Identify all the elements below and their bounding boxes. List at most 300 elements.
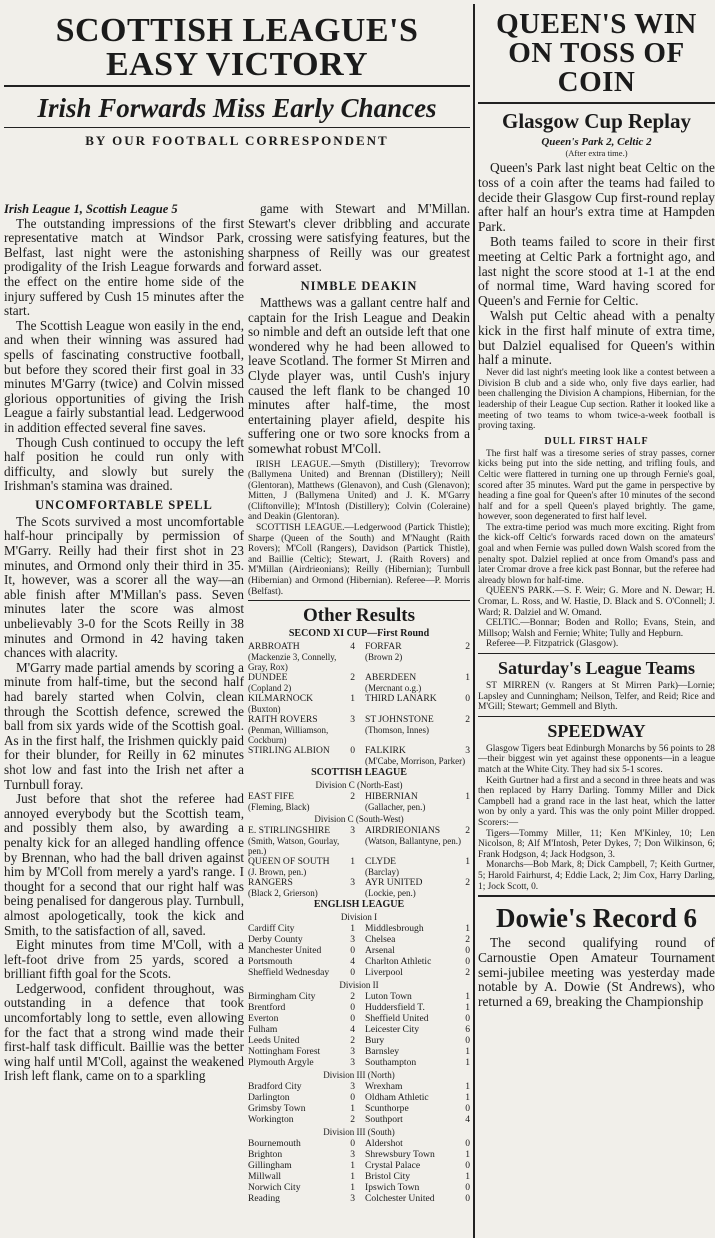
paragraph: Matthews was a gallant centre half and captain for the Irish League and Deakin so nimble and deft an outside left that one wondered why he had been allowed to leave Scotland. The former St Mirren and Clyde player was, until Cush's injury caused the left flank to be changed 10 minutes after half-time, the most entertaining player afield, despite his suffering one or two sore knocks from a somewhat robust M'Coll. — [248, 294, 470, 456]
score: 3 — [350, 934, 355, 946]
results-division-c-ne — [248, 791, 470, 812]
away-team — [359, 934, 470, 945]
away-team — [359, 945, 470, 956]
result-row — [248, 641, 470, 652]
result-row — [248, 672, 470, 683]
score: 1 — [465, 1092, 470, 1104]
speedway-heading: SPEEDWAY — [547, 720, 646, 741]
score: 1 — [350, 1171, 355, 1183]
team-name: Darlington — [248, 1092, 290, 1104]
score: 3 — [350, 877, 355, 889]
result-row — [248, 1081, 470, 1092]
score: 1 — [350, 1103, 355, 1115]
team-name: Charlton Athletic — [365, 956, 432, 968]
home-team — [248, 1138, 359, 1149]
paragraph: Walsh put Celtic ahead with a penalty kick in the first half minute of extra time, but Dalziel equalised for Queen's within half a minute. — [478, 307, 715, 368]
team-name: Manchester United — [248, 945, 322, 957]
away-team — [359, 1160, 470, 1171]
score: 6 — [465, 1024, 470, 1036]
home-team — [248, 856, 359, 867]
paragraph: Both teams failed to score in their first meeting at Celtic Park a fortnight ago, and last night the score stood at 1-1 at the end of normal time, Ward having scored for Queen's and Fernie for Celtic. — [478, 233, 715, 309]
home-team — [248, 1160, 359, 1171]
result-row — [248, 877, 470, 888]
home-team — [248, 714, 359, 725]
team-name: KILMARNOCK — [248, 693, 314, 705]
paragraph: The second qualifying round of Carnoustie Open Amateur Tournament semi-jubilee meeting was yesterday made notable by A. Dowie (St Andrews), who returned a 69, breaking the Championship — [478, 935, 715, 1010]
team-name: (Lockie, pen.) — [365, 888, 416, 899]
team-name: ABERDEEN — [365, 672, 417, 684]
scorers-row — [248, 756, 470, 766]
home-team — [248, 704, 359, 714]
score: 4 — [350, 1024, 355, 1036]
away-team — [359, 956, 470, 967]
result-row — [248, 1103, 470, 1114]
team-list: QUEEN'S PARK.—S. F. Weir; G. More and N. Dewar; H. Cromar, L. Ross, and W. Hastie, D. Black and S. O'Connell; J. Ward; R. Dalziel and W. Omand. — [478, 586, 715, 618]
paragraph: Tigers—Tommy Miller, 11; Ken M'Kinley, 10; Len Nicolson, 8; Alf M'Intosh, Peter Dykes, 7; Don Wilkinson, 6; Frank Hodgson, 4; Jack Hodgson, 3. — [478, 828, 715, 860]
other-results-heading: Other Results — [302, 605, 416, 627]
score: 0 — [350, 1013, 355, 1025]
paragraph: ST MIRREN (v. Rangers at St Mirren Park)—Lornie; Lapsley and Cunningham; Neilson, Telfer, and Reid; Rice and M'Gill; Stewart; Gemmell and Blyth. — [478, 681, 715, 713]
team-name: Cardiff City — [248, 923, 295, 935]
article-column-2 — [248, 202, 470, 1238]
result-row — [248, 945, 470, 956]
team-name: Middlesbrough — [365, 923, 424, 935]
result-row — [248, 1002, 470, 1013]
scorers-row — [248, 725, 470, 745]
score: 0 — [465, 693, 470, 705]
home-team — [248, 756, 359, 766]
result-row — [248, 693, 470, 704]
result-row — [248, 1114, 470, 1125]
division-heading: Division II — [339, 980, 379, 991]
rule — [478, 653, 715, 654]
paragraph: Just before that shot the referee had annoyed everybody but the Scottish team, and possibly them also, by awarding a penalty kick for an alleged handling offence by Brennan, who had the ball driven against him by M'Coll from merely a yard's range. I thought for a second that our right half was being penalised for dangerous play. Turnbull, almost apologetically, took the kick and Smith, to the satisfaction of all, saved. — [4, 791, 244, 938]
score: 1 — [465, 1081, 470, 1093]
team-name: Crystal Palace — [365, 1160, 421, 1172]
result-row — [248, 1149, 470, 1160]
team-name: Scunthorpe — [365, 1103, 409, 1115]
rule — [4, 127, 470, 128]
score: 0 — [350, 945, 355, 957]
team-name: (Thomson, Innes) — [365, 725, 429, 736]
team-name: (Fleming, Black) — [248, 802, 310, 813]
match-score: Irish League 1, Scottish League 5 — [4, 202, 178, 216]
competition-heading: ENGLISH LEAGUE — [313, 899, 405, 911]
team-name: (Barclay) — [365, 867, 399, 878]
division-heading: Division I — [340, 912, 378, 923]
home-team — [248, 1149, 359, 1160]
score: 3 — [465, 745, 470, 757]
score: 3 — [350, 1081, 355, 1093]
away-team — [359, 1046, 470, 1057]
score: 4 — [350, 641, 355, 653]
home-team — [248, 745, 359, 756]
team-name: Bradford City — [248, 1081, 302, 1093]
referee: Referee—P. Fitzpatrick (Glasgow). — [486, 639, 619, 650]
team-name: STIRLING ALBION — [248, 745, 330, 757]
team-name: CLYDE — [365, 856, 397, 868]
score: 2 — [465, 641, 470, 653]
team-name: (Mercnant o.g.) — [365, 683, 422, 694]
home-team — [248, 967, 359, 978]
team-name: HIBERNIAN — [365, 791, 418, 803]
competition-heading: SECOND XI CUP—First Round — [288, 628, 430, 640]
score: 2 — [465, 825, 470, 837]
team-name: Leicester City — [365, 1024, 420, 1036]
home-team — [248, 1103, 359, 1114]
division-heading: Division III (South) — [323, 1127, 395, 1138]
away-team — [359, 991, 470, 1002]
score: 1 — [465, 1057, 470, 1069]
home-team — [248, 693, 359, 704]
team-name: (Mackenzie 3, Connelly, Gray, Rox) — [248, 652, 337, 673]
paragraph: The extra-time period was much more exciting. Right from the kick-off Celtic's forwards raced down on the amateurs' goal and when Fernie was pulled down Walsh scored from the penalty spot. Dalziel replied at once from Omand's pass and later Cromar drove a free kick past Bonnar, but the referee had already blown for half-time. — [478, 522, 715, 586]
team-name: Aldershot — [365, 1138, 403, 1150]
away-team — [359, 1024, 470, 1035]
away-team — [359, 791, 470, 802]
paragraph: Glasgow Tigers beat Edinburgh Monarchs by 56 points to 28—their biggest win yet against these opponents—in a league match at the White City. They had six 5-1 scores. — [478, 743, 715, 775]
saturday-teams-heading: Saturday's League Teams — [497, 658, 696, 678]
right-subheadline: Glasgow Cup Replay — [501, 109, 692, 133]
team-name: ARBROATH — [248, 641, 300, 653]
home-team — [248, 923, 359, 934]
team-name: Plymouth Argyle — [248, 1057, 314, 1069]
team-name: (Black 2, Grierson) — [248, 888, 318, 899]
away-team — [359, 825, 470, 836]
home-team — [248, 1013, 359, 1024]
team-name: THIRD LANARK — [365, 693, 437, 705]
away-team — [359, 683, 470, 693]
away-team — [359, 1081, 470, 1092]
home-team — [248, 791, 359, 802]
score: 1 — [465, 1002, 470, 1014]
home-team — [248, 934, 359, 945]
team-list-irish: IRISH LEAGUE.—Smyth (Distillery); Trevorrow (Ballymena United) and Brennan (Distillery); Neill (Glentoran), Matthews (Glenavon), and Cush (Glenavon); Mitten, J (Ballymena United) and J. K. M'Garry (Cliftonville); M'Intosh (Distillery); Colvin (Coleraine) and Deakin (Glentoran). — [248, 459, 470, 523]
paragraph: The outstanding impressions of the first representative match at Windsor Park, Belfast, last night were the astonishing prodigality of the Irish League forwards and the effect on the entire home side of the injury suffered by Cush 15 minutes after the start. — [4, 215, 244, 319]
score: 0 — [465, 956, 470, 968]
result-row — [248, 1193, 470, 1204]
home-team — [248, 672, 359, 683]
team-name: Everton — [248, 1013, 279, 1025]
team-name: Sheffield United — [365, 1013, 429, 1025]
team-name: Bury — [365, 1035, 385, 1047]
results-cup — [248, 641, 470, 766]
team-name: Chelsea — [365, 934, 396, 946]
team-name: Workington — [248, 1114, 294, 1126]
score: 0 — [465, 945, 470, 957]
dowie-heading: Dowie's Record 6 — [496, 903, 697, 934]
section-heading: DULL FIRST HALF — [544, 435, 649, 447]
result-row — [248, 1182, 470, 1193]
score: 4 — [350, 956, 355, 968]
away-team — [359, 1114, 470, 1125]
result-row — [248, 825, 470, 836]
results-division-3-south — [248, 1138, 470, 1204]
away-team — [359, 714, 470, 725]
team-name: EAST FIFE — [248, 791, 294, 803]
team-name: Bournemouth — [248, 1138, 301, 1150]
home-team — [248, 725, 359, 745]
column-rule — [473, 4, 475, 1238]
score: 2 — [350, 791, 355, 803]
team-name: ST JOHNSTONE — [365, 714, 434, 726]
team-name: Reading — [248, 1193, 280, 1205]
away-team — [359, 923, 470, 934]
result-row — [248, 1024, 470, 1035]
score: 0 — [465, 1035, 470, 1047]
score: 0 — [465, 1138, 470, 1150]
team-name: Ipswich Town — [365, 1182, 420, 1194]
scorers-row — [248, 836, 470, 856]
paragraph: M'Garry made partial amends by scoring a minute from half-time, but the second half had barely started when Colvin, clean through the Scottish defence, screwed the ball from six yards wide of the Scottish goal. As in the first half, the Irishmen quickly paid for their blunder, for Reilly in 62 minutes shot low and fast into the Irish net after a Turnbull foray. — [4, 659, 244, 792]
result-row — [248, 714, 470, 725]
away-team — [359, 756, 470, 766]
home-team — [248, 641, 359, 652]
result-row — [248, 991, 470, 1002]
score: 3 — [350, 1193, 355, 1205]
scorers-row — [248, 867, 470, 877]
away-team — [359, 836, 470, 856]
team-name: (M'Cabe, Morrison, Parker) — [365, 756, 466, 767]
paragraph: Queen's Park last night beat Celtic on the toss of a coin after the teams had failed to decide their Glasgow Cup first-round replay after half an hour's extra time at Hampden Park. — [478, 160, 715, 235]
away-team — [359, 704, 470, 714]
away-team — [359, 725, 470, 745]
away-team — [359, 1171, 470, 1182]
team-name: Nottingham Forest — [248, 1046, 321, 1058]
home-team — [248, 683, 359, 693]
score: 2 — [465, 877, 470, 889]
score: 1 — [465, 923, 470, 935]
away-team — [359, 1057, 470, 1068]
away-team — [359, 867, 470, 877]
result-row — [248, 1013, 470, 1024]
score: 0 — [350, 1002, 355, 1014]
score: 3 — [350, 1149, 355, 1161]
home-team — [248, 1182, 359, 1193]
away-team — [359, 652, 470, 672]
score: 3 — [350, 1057, 355, 1069]
result-row — [248, 1171, 470, 1182]
team-name: Birmingham City — [248, 991, 316, 1003]
home-team — [248, 1046, 359, 1057]
team-name: Wrexham — [365, 1081, 403, 1093]
results-division-3-north — [248, 1081, 470, 1125]
division-heading: Division C (North-East) — [315, 780, 403, 791]
home-team — [248, 1171, 359, 1182]
rule — [478, 102, 715, 104]
results-division-2 — [248, 991, 470, 1068]
home-team — [248, 1035, 359, 1046]
home-team — [248, 836, 359, 856]
away-team — [359, 641, 470, 652]
home-team — [248, 1114, 359, 1125]
score: 3 — [350, 1046, 355, 1058]
result-row — [248, 1138, 470, 1149]
scorers-row — [248, 704, 470, 714]
team-list: CELTIC.—Bonnar; Boden and Rollo; Evans, Stein, and Millsop; Walsh and Fernie; White; Tully and Hepburn. — [478, 618, 715, 639]
scorers-row — [248, 888, 470, 898]
away-team — [359, 693, 470, 704]
team-name: DUNDEE — [248, 672, 288, 684]
home-team — [248, 1024, 359, 1035]
home-team — [248, 867, 359, 877]
team-name: (Copland 2) — [248, 683, 292, 694]
right-headline: QUEEN'S WIN ON TOSS OF COIN — [496, 8, 697, 98]
team-name: Gillingham — [248, 1160, 292, 1172]
result-row — [248, 923, 470, 934]
scorers-row — [248, 683, 470, 693]
home-team — [248, 945, 359, 956]
team-name: Southampton — [365, 1057, 417, 1069]
home-team — [248, 956, 359, 967]
score: 1 — [465, 1046, 470, 1058]
section-heading: UNCOMFORTABLE SPELL — [35, 497, 213, 512]
paragraph: Eight minutes from time M'Coll, with a left-foot drive from 25 yards, scored a brilliant fifth goal for the Scots. — [4, 937, 244, 982]
team-name: Barnsley — [365, 1046, 400, 1058]
team-name: AYR UNITED — [365, 877, 423, 889]
away-team — [359, 1035, 470, 1046]
result-row — [248, 967, 470, 978]
score: 1 — [465, 856, 470, 868]
score: 0 — [465, 1182, 470, 1194]
score: 1 — [350, 693, 355, 705]
division-heading: Division C (South-West) — [314, 814, 404, 825]
score: 0 — [350, 745, 355, 757]
paragraph: The first half was a tiresome series of stray passes, corner kicks being put into the side netting, and trifling fouls, and Celtic were flattered in turning one up through Fernie's goal, scored after 35 minutes. Ward put the game in perspective by heading a fine goal for Queen's after 10 minutes of the second half and for a spell Queen's played brightly. The game, however, soon degenerated to first half level. — [478, 448, 715, 523]
paragraph: The Scots survived a most uncomfortable half-hour principally by permission of M'Garry. Reilly had their first shot in 23 minutes, and Ormond only their third in 35. It, however, was a scorer all the way—an able finish after M'Millan's pass. Seven minutes later the score was almost unbelievably 3-0 for the Scots Reilly in 38 minutes and Ormond in 42 having taken chances with alacrity. — [4, 513, 244, 661]
score: 0 — [465, 1160, 470, 1172]
team-name: Arsenal — [365, 945, 395, 957]
team-name: (Buxton) — [248, 704, 281, 715]
paragraph: Monarchs—Bob Mark, 8; Dick Campbell, 7; Keith Gurtner, 5; Harold Fairhurst, 4; Eddie Lack, 2; Jim Cox, Harry Darling, 1; Jock Scott, 0. — [478, 860, 715, 892]
team-name: (Brown 2) — [365, 652, 403, 663]
right-article — [478, 0, 715, 1238]
results-division-1 — [248, 923, 470, 978]
team-name: Colchester United — [365, 1193, 435, 1205]
team-name: E. STIRLINGSHIRE — [248, 825, 331, 837]
score: 2 — [465, 714, 470, 726]
away-team — [359, 802, 470, 812]
article-column-1 — [4, 202, 244, 1238]
score: 1 — [465, 991, 470, 1003]
team-name: Fulham — [248, 1024, 278, 1036]
away-team — [359, 1182, 470, 1193]
score: 0 — [350, 1138, 355, 1150]
home-team — [248, 888, 359, 898]
home-team — [248, 825, 359, 836]
team-name: Brighton — [248, 1149, 283, 1161]
away-team — [359, 672, 470, 683]
away-team — [359, 1092, 470, 1103]
team-name: FORFAR — [365, 641, 402, 653]
away-team — [359, 745, 470, 756]
score: 1 — [465, 1171, 470, 1183]
away-team — [359, 1013, 470, 1024]
team-name: Portsmouth — [248, 956, 293, 968]
team-name: Sheffield Wednesday — [248, 967, 330, 979]
score: 1 — [350, 1160, 355, 1172]
team-name: Luton Town — [365, 991, 412, 1003]
rule — [248, 600, 470, 601]
team-name: (J. Brown, pen.) — [248, 867, 307, 878]
team-name: Brentford — [248, 1002, 286, 1014]
team-name: (Smith, Watson, Gourlay, pen.) — [248, 836, 340, 857]
division-heading: Division III (North) — [323, 1070, 395, 1081]
team-name: Norwich City — [248, 1182, 301, 1194]
score: 1 — [465, 791, 470, 803]
competition-heading: SCOTTISH LEAGUE — [311, 767, 407, 779]
score: 0 — [350, 967, 355, 979]
match-score: Queen's Park 2, Celtic 2 — [541, 136, 652, 148]
away-team — [359, 888, 470, 898]
result-row — [248, 791, 470, 802]
main-headline: SCOTTISH LEAGUE'S EASY VICTORY — [55, 12, 419, 83]
team-name: Millwall — [248, 1171, 282, 1183]
article-columns — [4, 202, 470, 1238]
section-heading: NIMBLE DEAKIN — [300, 278, 418, 293]
scorers-row — [248, 802, 470, 812]
away-team — [359, 1103, 470, 1114]
score: 1 — [350, 923, 355, 935]
away-team — [359, 1138, 470, 1149]
result-row — [248, 1035, 470, 1046]
home-team — [248, 991, 359, 1002]
away-team — [359, 856, 470, 867]
team-name: Derby County — [248, 934, 303, 946]
result-row — [248, 934, 470, 945]
home-team — [248, 1081, 359, 1092]
home-team — [248, 877, 359, 888]
team-name: QUEEN OF SOUTH — [248, 856, 330, 868]
team-name: Bristol City — [365, 1171, 411, 1183]
score: 0 — [465, 1103, 470, 1115]
rule — [478, 895, 715, 897]
team-name: Huddersfield T. — [365, 1002, 425, 1014]
score: 2 — [350, 1114, 355, 1126]
away-team — [359, 1149, 470, 1160]
paragraph: Keith Gurtner had a first and a second in three heats and was then replaced by Harry Darling. Tommy Miller and Dick Campbell had a grand race in the last heat, which the latter won by only a yard. This was the only point Miller dropped. Scorers:— — [478, 775, 715, 828]
team-name: FALKIRK — [365, 745, 406, 757]
team-name: Grimsby Town — [248, 1103, 306, 1115]
away-team — [359, 967, 470, 978]
team-name: AIRDRIEONIANS — [365, 825, 441, 837]
score: 2 — [350, 1035, 355, 1047]
home-team — [248, 1002, 359, 1013]
rule — [4, 85, 470, 87]
paragraph: Though Cush continued to occupy the left half position he could run only with difficulty, and slowly but surely the Irishman's stamina was drained. — [4, 434, 244, 494]
away-team — [359, 877, 470, 888]
team-name: Shrewsbury Town — [365, 1149, 435, 1161]
paragraph: Ledgerwood, confident throughout, was outstanding in a defence that took uncomfortably long to settle, even allowing for the fact that a strong wind made their first-half task difficult. Baillie was the better wing half until M'Coll, against the weakened Irish left flank, came on to a sparkling — [4, 980, 244, 1084]
home-team — [248, 1092, 359, 1103]
away-team — [359, 1193, 470, 1204]
team-name: (Gallacher, pen.) — [365, 802, 426, 813]
score: 3 — [350, 825, 355, 837]
team-name: Southport — [365, 1114, 403, 1126]
score: 1 — [350, 1182, 355, 1194]
paragraph: game with Stewart and M'Millan. Stewart's clever dribbling and accurate crossing were satisfying features, but the sharpness of Reilly was our greatest forward asset. — [248, 202, 470, 275]
result-row — [248, 956, 470, 967]
score: 2 — [350, 672, 355, 684]
team-name: (Watson, Ballantyne, pen.) — [365, 836, 461, 847]
score: 3 — [350, 714, 355, 726]
away-team — [359, 1002, 470, 1013]
team-name: (Penman, Williamson, Cockburn) — [248, 725, 329, 746]
team-name: RAITH ROVERS — [248, 714, 318, 726]
score: 0 — [465, 1013, 470, 1025]
paragraph: The Scottish League won easily in the end, and when their winning was assured had spells of fascinating constructive football, but before they scored their first goal in 33 minutes M'Garry (twice) and Colvin missed glorious opportunities of giving the Irish League a fairly substantial lead. Ledgerwood in addition effected several fine saves. — [4, 317, 244, 435]
left-article — [4, 0, 470, 1238]
